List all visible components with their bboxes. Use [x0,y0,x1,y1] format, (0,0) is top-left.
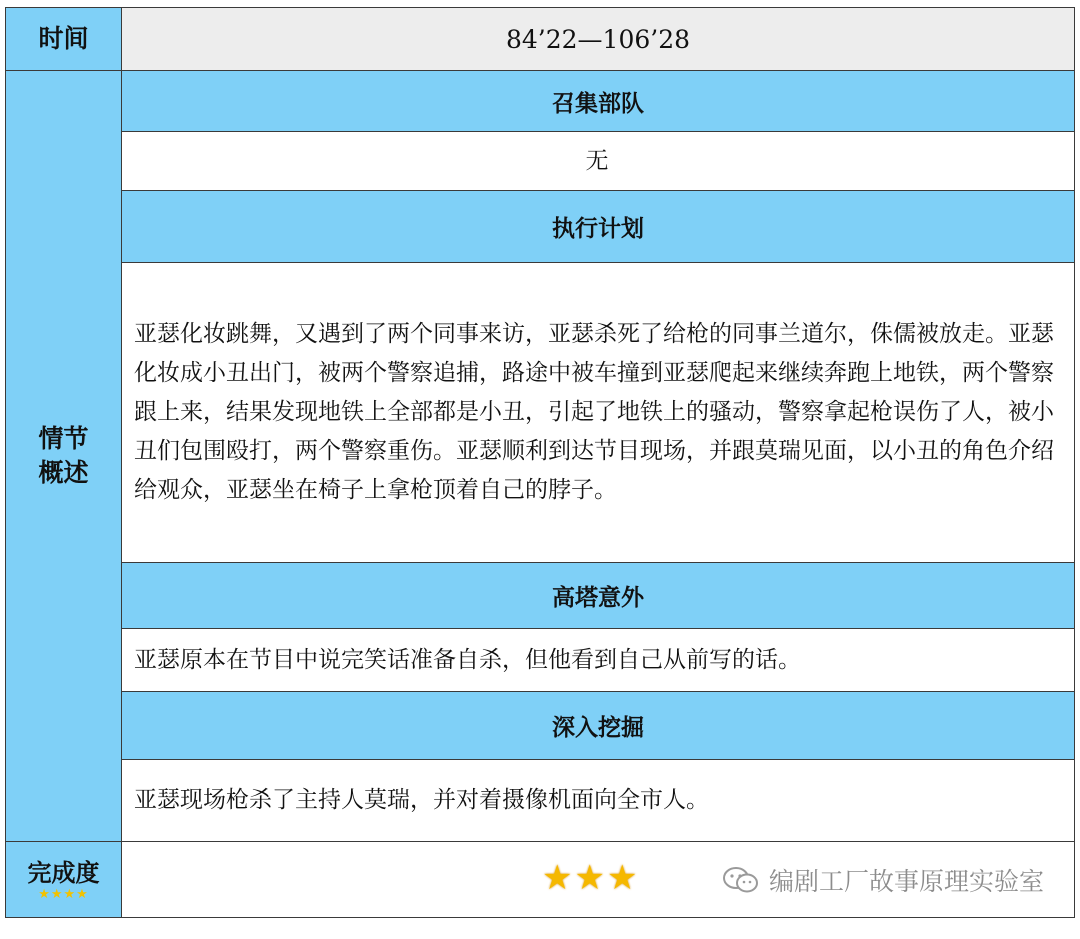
watermark [721,862,1044,898]
completion-row [6,842,1075,918]
watermark-text: 编剧工厂故事原理实验室 [768,867,1044,896]
section-row [6,760,1075,842]
section-heading-execute: 执行计划 [122,191,1075,263]
section-row [6,71,1075,132]
completion-label [6,842,122,918]
plot-label [6,71,122,842]
section-row [6,263,1075,563]
section-text-tower: 亚瑟原本在节目中说完笑话准备自杀，但他看到自己从前写的话。 [122,629,1075,692]
section-heading-assemble: 召集部队 [122,71,1075,132]
section-row [6,563,1075,629]
story-table [5,7,1075,918]
time-label: 时间 [6,8,122,71]
section-row [6,132,1075,191]
section-row [6,629,1075,692]
section-heading-dig: 深入挖掘 [122,692,1075,760]
section-row [6,191,1075,263]
completion-label-text: 完成度 [27,858,100,887]
plot-label-line1: 情节 [38,424,89,453]
completion-value [122,842,1075,918]
time-row [6,8,1075,71]
time-value: 84’22—106’28 [122,8,1075,71]
rating-stars: ★★★ [542,858,640,898]
section-text-dig: 亚瑟现场枪杀了主持人莫瑞，并对着摄像机面向全市人。 [122,760,1075,842]
section-text-execute: 亚瑟化妆跳舞，又遇到了两个同事来访，亚瑟杀死了给枪的同事兰道尔，侏儒被放走。亚瑟化妆成小丑出门，被两个警察追捕，路途中被车撞到亚瑟爬起来继续奔跑上地铁，两个警察跟上来，结果发现地铁上全部都是小丑，引起了地铁上的骚动，警察拿起枪误伤了人，被小丑们包围殴打，两个警察重伤。亚瑟顺利到达节目现场，并跟莫瑞见面，以小丑的角色介绍给观众，亚瑟坐在椅子上拿枪顶着自己的脖子。 [122,263,1075,563]
section-row [6,692,1075,760]
section-text-assemble: 无 [122,132,1075,191]
plot-label-line2: 概述 [38,458,89,487]
section-heading-tower: 高塔意外 [122,563,1075,629]
wechat-icon [721,865,761,895]
completion-label-stars: ★★★★ [38,886,89,902]
